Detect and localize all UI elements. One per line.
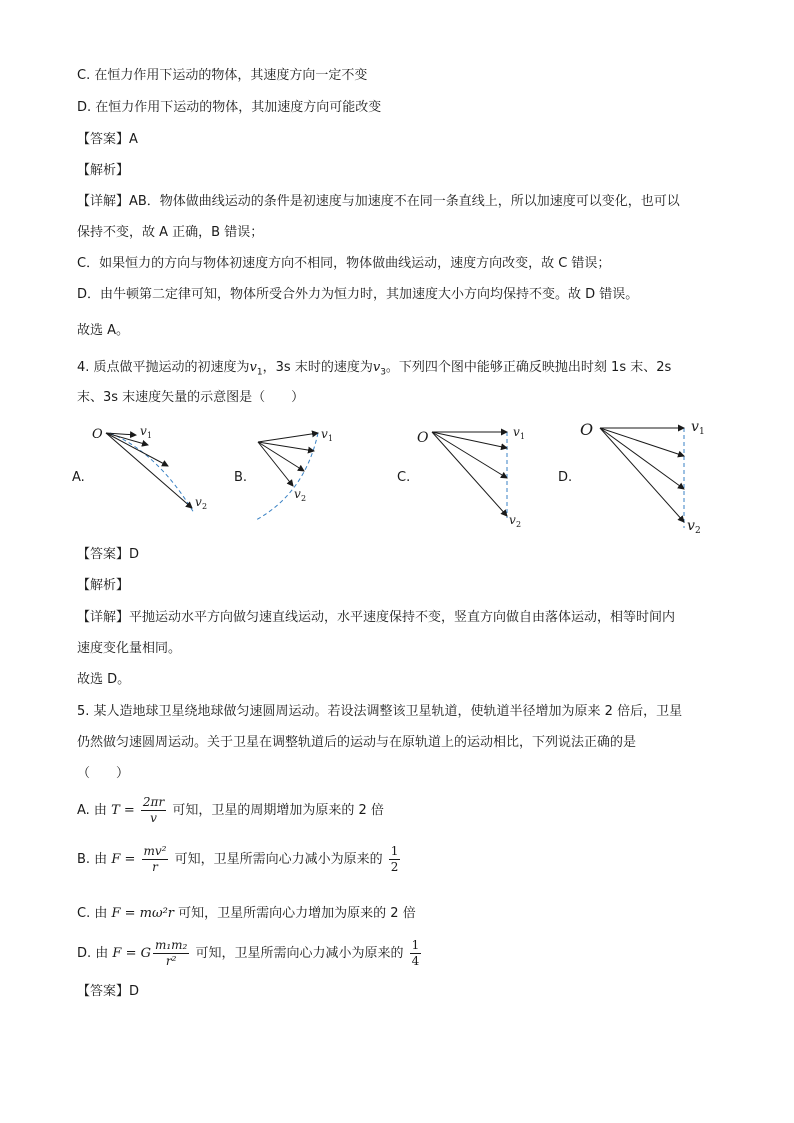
q4-b-vector-1 (258, 433, 318, 442)
q5-d-denominator: r² (165, 954, 177, 968)
q5-a-suffix: 可知，卫星的周期增加为原来的 2 倍 (172, 803, 384, 818)
q5-d-prefix: D. 由 (77, 946, 109, 961)
q5-stem-line-1: 5. 某人造地球卫星绕地球做匀速圆周运动。若设法调整该卫星轨道，使轨道半径增加为原来 2 倍后，卫星 (77, 704, 683, 719)
q4-v3-subscript: 3 (380, 367, 386, 378)
q4-b-v2-sub: 2 (301, 494, 307, 503)
q5-d-fraction (153, 938, 189, 969)
q4-analysis-heading: 【解析】 (77, 578, 130, 593)
q3-detail-line-1: 【详解】AB．物体做曲线运动的条件是初速度与加速度不在同一条直线上，所以加速度可以变化，也可以 (77, 194, 680, 209)
q5-a-formula-lhs: T = (111, 803, 135, 818)
q3-detail-line-4: D．由牛顿第二定律可知，物体所受合外力为恒力时，其加速度大小方向均保持不变。故 D 错误。 (77, 287, 639, 302)
q4-b-vector-3 (258, 442, 304, 471)
q5-b-ratio-den: 2 (390, 860, 399, 874)
q5-c-prefix: C. 由 (77, 906, 108, 921)
q3-answer: 【答案】A (77, 132, 138, 147)
q4-a-vector-4 (106, 433, 192, 508)
q5-d-suffix: 可知，卫星所需向心力减小为原来的 (195, 946, 404, 961)
q4-a-v1-label: v (140, 424, 147, 438)
q5-b-ratio-num: 1 (390, 844, 399, 858)
q5-b-ratio (389, 844, 401, 875)
q4-answer: 【答案】D (77, 547, 140, 562)
q4-detail-line-2: 速度变化量相同。 (77, 641, 182, 656)
q4-diagram-c (412, 418, 532, 530)
q3-analysis-heading: 【解析】 (77, 163, 130, 178)
q5-option-d (77, 937, 423, 971)
q3-conclusion: 故选 A。 (77, 323, 130, 338)
q5-b-numerator: mv² (143, 844, 167, 858)
q5-option-a (77, 794, 384, 828)
q4-c-v1-sub: 1 (520, 432, 526, 441)
q5-d-ratio-num: 1 (411, 938, 420, 952)
q5-d-ratio-den: 4 (411, 954, 420, 968)
q3-detail-line-3: C．如果恒力的方向与物体初速度方向不相同，物体做曲线运动，速度方向改变，故 C 错误； (77, 256, 611, 271)
q4-b-vector-2 (258, 442, 314, 451)
q4-c-origin: O (417, 430, 429, 446)
q4-stem-part-c: 。下列四个图中能够正确反映抛出时刻 1s 末、2s (385, 360, 672, 375)
q5-b-denominator: r (152, 860, 158, 874)
q4-c-v2-label: v (509, 513, 516, 527)
q5-d-formula-lhs: F = G (112, 946, 151, 961)
q5-d-ratio (410, 938, 422, 969)
q3-option-d: D. 在恒力作用下运动的物体，其加速度方向可能改变 (77, 100, 382, 115)
q4-option-a-label: A. (72, 470, 85, 485)
q5-stem-line-2: 仍然做匀速圆周运动。关于卫星在调整轨道后的运动与在原轨道上的运动相比，下列说法正确的是 (77, 735, 637, 750)
q5-b-fraction (142, 844, 169, 875)
q4-stem-line-2: 末、3s 末速度矢量的示意图是（ ） (77, 390, 305, 405)
q4-stem-line-1 (77, 359, 671, 382)
q5-b-prefix: B. 由 (77, 852, 108, 867)
q4-diagram-a (88, 418, 218, 528)
q4-c-vector-2 (432, 432, 507, 448)
q5-answer: 【答案】D (77, 984, 140, 999)
q5-b-suffix: 可知，卫星所需向心力减小为原来的 (174, 852, 383, 867)
q5-a-numerator: 2πr (142, 795, 165, 809)
q4-b-v1-label: v (321, 427, 328, 441)
q4-b-v2-label: v (294, 487, 301, 501)
q5-a-prefix: A. 由 (77, 803, 107, 818)
q3-detail-line-2: 保持不变，故 A 正确，B 错误； (77, 225, 264, 240)
q4-c-v1-label: v (513, 425, 520, 439)
q4-d-vector-3 (600, 428, 684, 489)
q4-c-v2-sub: 2 (516, 520, 522, 529)
q5-stem-line-3: （ ） (77, 766, 130, 781)
q4-b-v1-sub: 1 (328, 434, 334, 443)
q4-a-v2-label: v (195, 495, 202, 509)
q4-d-v1-sub: 1 (699, 427, 705, 437)
q5-d-numerator: m₁m₂ (154, 938, 188, 952)
q4-stem-part-b: ，3s 末时的速度为 (262, 360, 373, 375)
q5-c-suffix: 可知，卫星所需向心力增加为原来的 2 倍 (178, 906, 416, 921)
q4-a-v2-sub: 2 (202, 502, 208, 511)
q5-c-formula: F = mω²r (111, 906, 175, 921)
q4-diagram-d (576, 414, 716, 540)
q4-option-d-label: D. (558, 470, 573, 485)
q5-b-formula-lhs: F = (111, 852, 136, 867)
q4-c-vector-4 (432, 432, 507, 516)
q4-v3-symbol: v (372, 360, 381, 375)
q5-option-b (77, 843, 402, 877)
q4-a-v1-sub: 1 (147, 431, 153, 440)
q4-option-b-label: B. (234, 470, 248, 485)
q4-a-origin: O (92, 427, 103, 442)
q5-a-denominator: v (150, 811, 157, 825)
q4-v1-symbol: v (249, 360, 257, 375)
q4-v1-subscript: 1 (256, 367, 263, 378)
q4-d-v2-sub: 2 (695, 526, 701, 536)
q4-b-vector-4 (258, 442, 293, 486)
q4-d-v1-label: v (691, 419, 699, 435)
q5-a-fraction (141, 795, 166, 826)
q4-a-vector-3 (106, 433, 168, 466)
q4-option-c-label: C. (397, 470, 411, 485)
q4-stem-part-a: 4. 质点做平抛运动的初速度为 (77, 360, 250, 375)
q4-c-vector-3 (432, 432, 507, 478)
q5-option-c (77, 905, 416, 923)
q4-d-origin: O (580, 420, 594, 439)
q4-d-v2-label: v (687, 518, 695, 534)
q4-diagram-b (250, 418, 350, 528)
q4-conclusion: 故选 D。 (77, 672, 131, 687)
q4-detail-line-1: 【详解】平抛运动水平方向做匀速直线运动，水平速度保持不变，竖直方向做自由落体运动，相等时间内 (77, 610, 676, 625)
q3-option-c: C. 在恒力作用下运动的物体，其速度方向一定不变 (77, 68, 368, 83)
